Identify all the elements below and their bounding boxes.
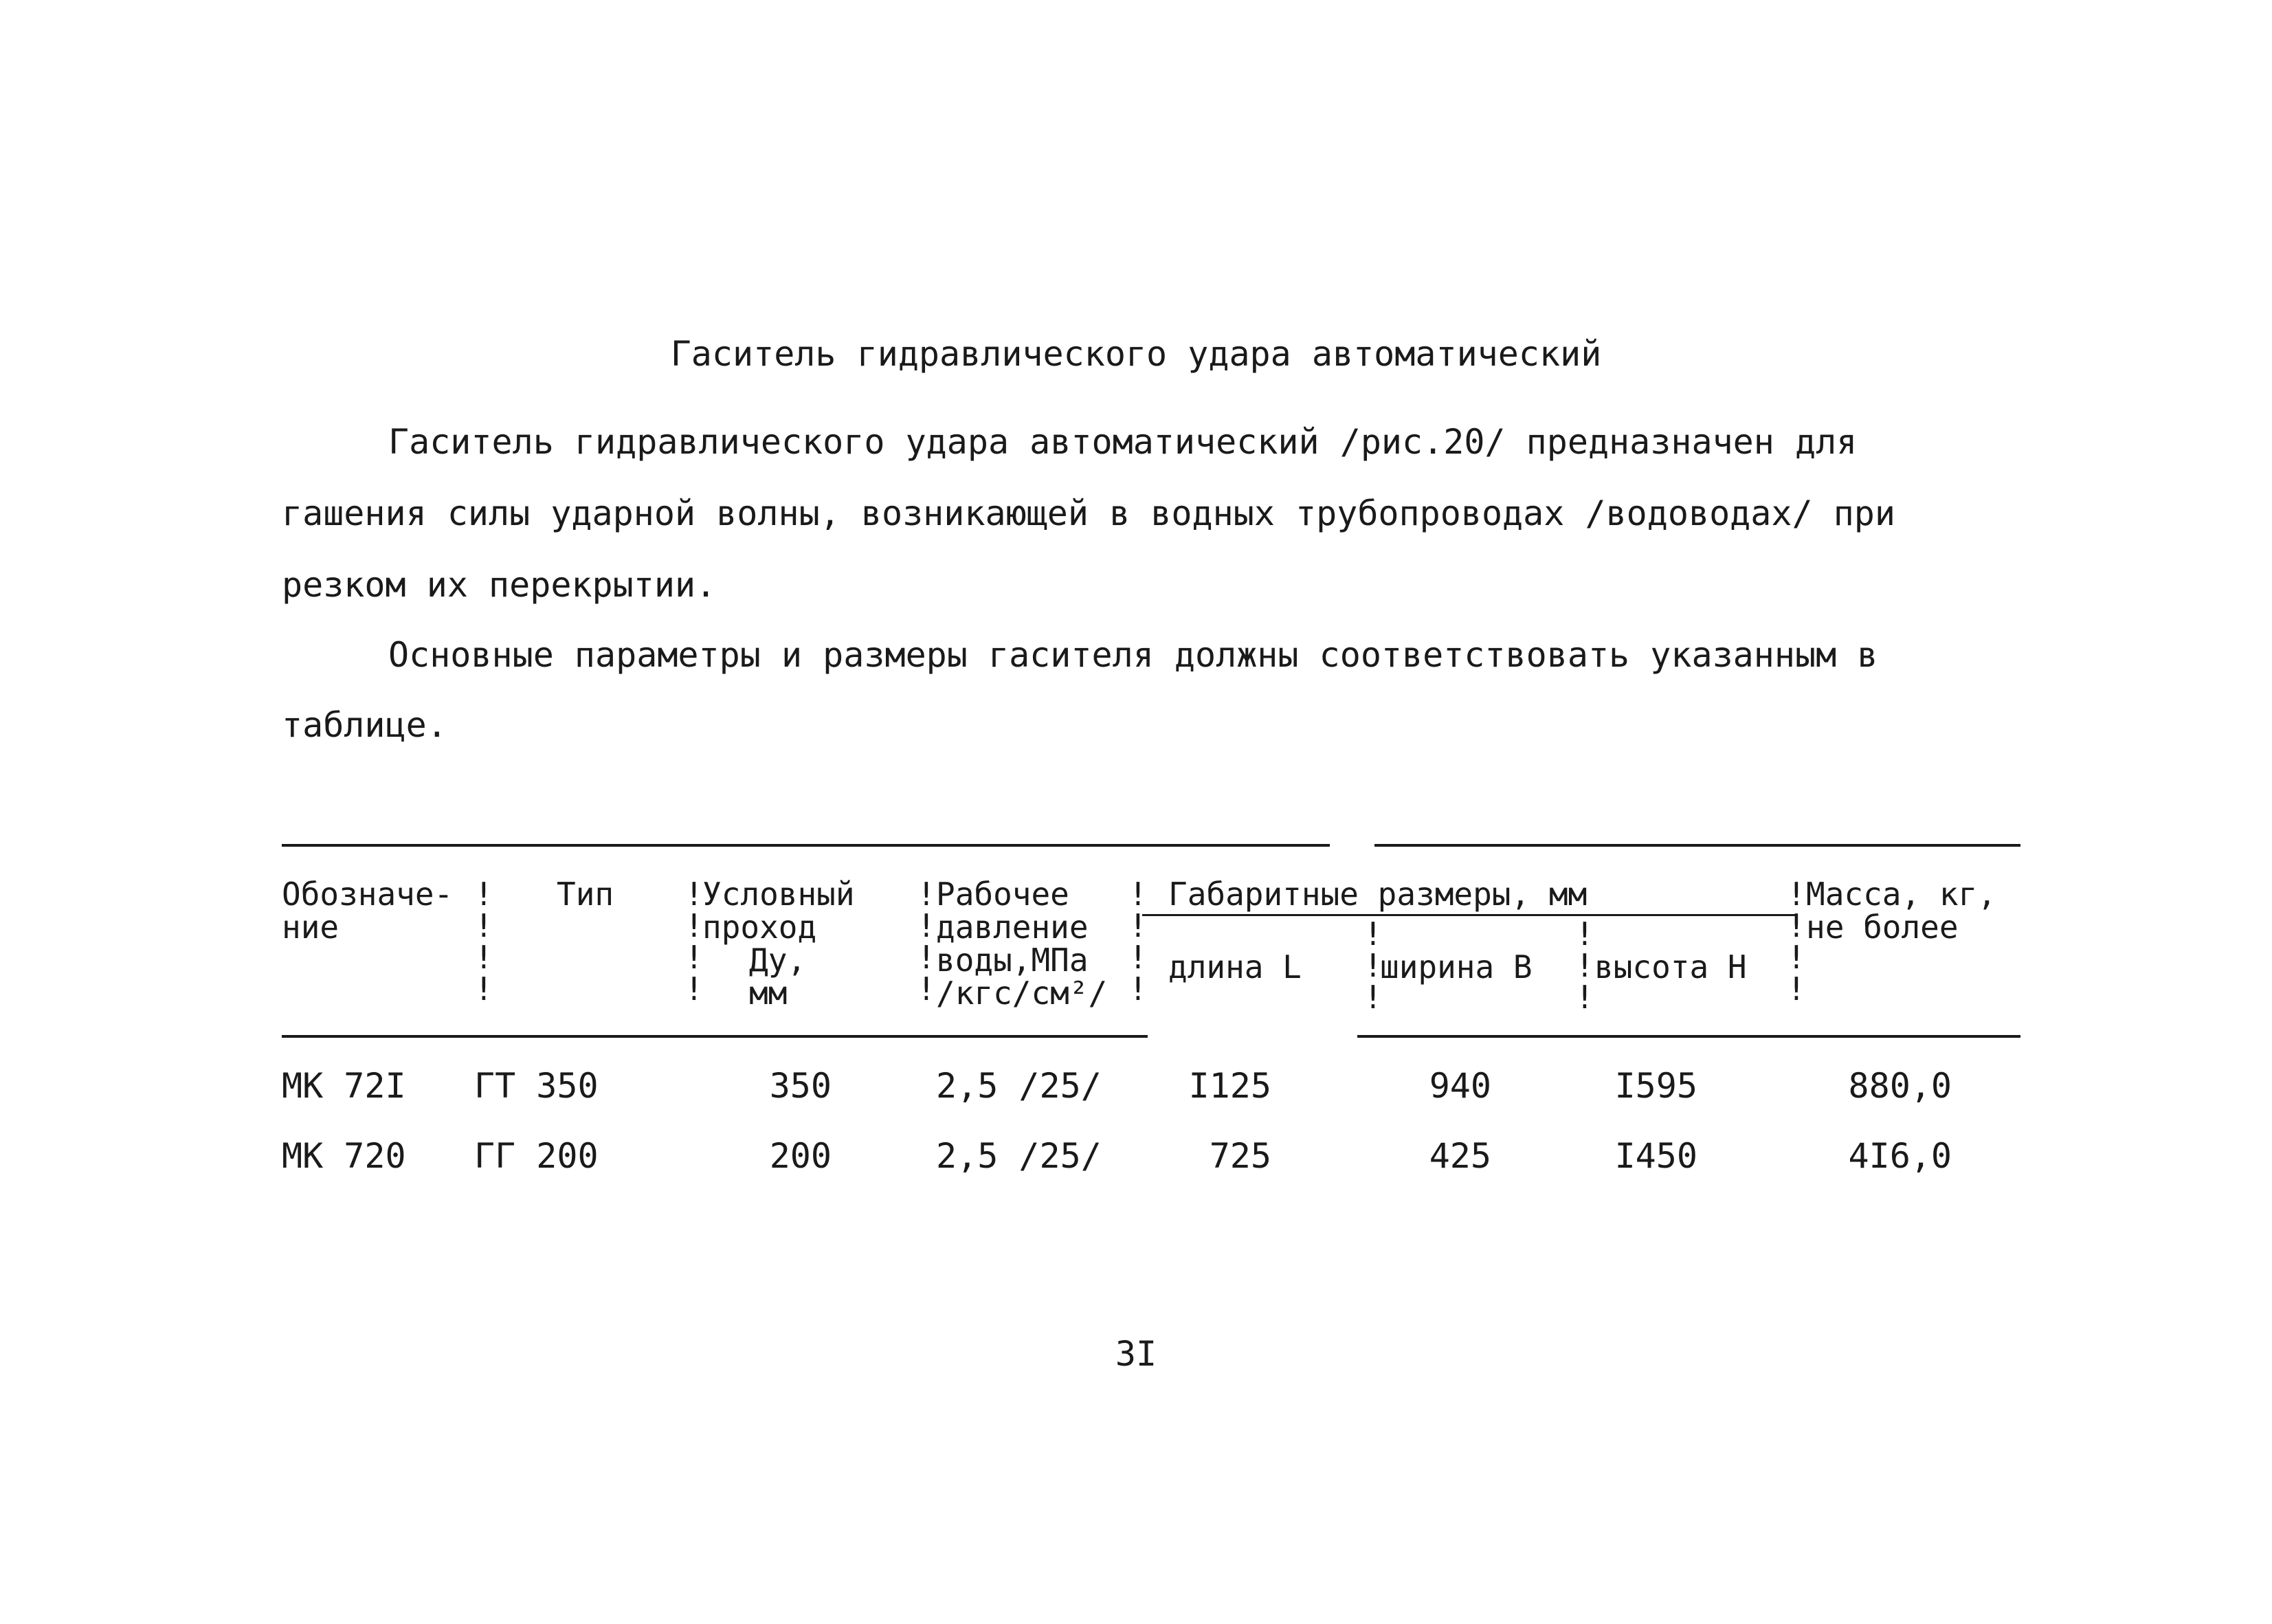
- column-separator: ! ! ! !: [1128, 876, 1148, 1008]
- column-separator: ! ! !: [1363, 915, 1383, 1016]
- header-pressure-line2: давление: [936, 909, 1089, 946]
- header-pressure-line4: /кгс/см²/: [936, 975, 1108, 1012]
- header-mass-line1: Масса, кг,: [1806, 876, 1996, 913]
- cell-mass: 880,0: [1848, 1066, 1952, 1106]
- cell-pressure: 2,5 /25/: [936, 1066, 1102, 1106]
- header-type: Тип: [557, 876, 614, 913]
- header-bottom-rule: [282, 1035, 1148, 1038]
- header-dimensions-group: Габаритные размеры, мм: [1168, 876, 1588, 913]
- column-separator: ! ! !: [1575, 915, 1594, 1016]
- cell-designation: МК 72I: [282, 1066, 406, 1106]
- header-width: ширина В: [1380, 948, 1533, 986]
- header-pressure-line1: Рабочее: [936, 876, 1069, 913]
- header-pressure-line3: воды,МПа: [936, 942, 1089, 979]
- paragraph-line: гашения силы ударной волны, возникающей в водных трубопроводах /водоводах/ при: [282, 493, 1895, 533]
- header-nominal-bore-line3: Ду,: [749, 942, 807, 979]
- paragraph-line: Гаситель гидравлического удара автоматический /рис.20/ предназначен для: [388, 422, 1858, 462]
- table-top-rule: [282, 844, 1330, 847]
- cell-height: I595: [1614, 1066, 1697, 1106]
- column-separator: ! ! ! !: [474, 876, 493, 1008]
- header-nominal-bore-line4: мм: [749, 975, 788, 1012]
- paragraph-line: таблице.: [282, 705, 447, 745]
- cell-length: 725: [1209, 1136, 1271, 1176]
- header-designation-line2: ние: [282, 909, 339, 946]
- paragraph-line: Основные параметры и размеры гасителя должны соответствовать указанным в: [388, 635, 1878, 675]
- cell-width: 940: [1429, 1066, 1491, 1106]
- paragraph-line: резком их перекрытии.: [282, 565, 717, 605]
- header-height: высота Н: [1594, 948, 1747, 986]
- column-separator: ! ! ! !: [917, 876, 936, 1008]
- header-nominal-bore-line1: Условный: [702, 876, 855, 913]
- cell-type: ГГ 200: [474, 1136, 599, 1176]
- cell-type: ГТ 350: [474, 1066, 599, 1106]
- cell-designation: МК 720: [282, 1136, 406, 1176]
- page-number: 3I: [1115, 1334, 1157, 1374]
- cell-length: I125: [1188, 1066, 1271, 1106]
- header-length: длина L: [1168, 948, 1302, 986]
- table-top-rule: [1374, 844, 2020, 847]
- cell-mass: 4I6,0: [1848, 1136, 1952, 1176]
- header-bottom-rule: [1357, 1035, 2020, 1038]
- cell-pressure: 2,5 /25/: [936, 1136, 1102, 1176]
- column-separator: ! ! ! !: [684, 876, 704, 1008]
- document-title: Гаситель гидравлического удара автоматический: [670, 334, 1602, 374]
- cell-nominal-bore: 350: [769, 1066, 832, 1106]
- cell-nominal-bore: 200: [769, 1136, 832, 1176]
- dimensions-group-rule: [1142, 914, 1795, 916]
- header-mass-line2: не более: [1806, 909, 1959, 946]
- cell-width: 425: [1429, 1136, 1491, 1176]
- header-designation-line1: Обозначе-: [282, 876, 454, 913]
- column-separator: ! ! ! !: [1787, 876, 1806, 1008]
- header-nominal-bore-line2: проход: [702, 909, 817, 946]
- cell-height: I450: [1614, 1136, 1697, 1176]
